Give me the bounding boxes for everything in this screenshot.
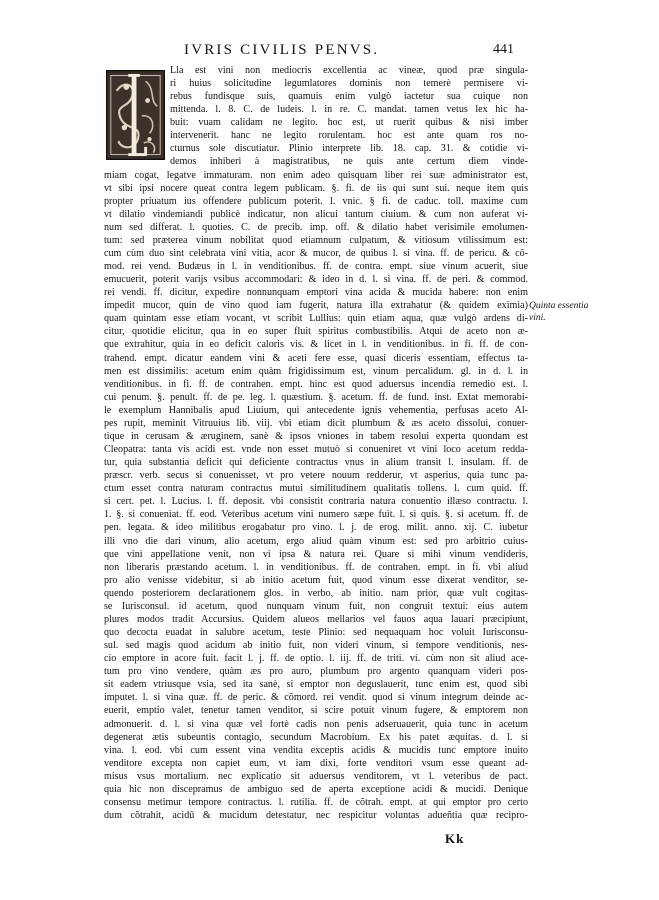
- page-number: 441: [493, 42, 514, 57]
- text-line: vt dilatio vindemiandi publicè indicatur, non alicui tantum ciuium. & cum non auferat vi-: [104, 208, 528, 220]
- text-line: tum pro vino vendere, quàm æs pro auro, plumbum pro argento quanquam videri pos-: [104, 666, 528, 678]
- text-line: cio emptore in acore fuit. facit l. j. ff. de optio. l. iij. ff. de triti. vi. cùm non sit aliud ace-: [104, 653, 528, 665]
- text-line: sul. sed magis quod acidum ab initio fuit, non videri vinum, si tempore venditionis, nes-: [104, 640, 528, 652]
- text-line: que vini appellatione venit, non vi ipsa & natura rei. Quare si mihi vinum vendideris,: [104, 548, 528, 560]
- text-line: miam cogat, legatve immaturam. non enim adeo quisquam liber rei suæ administrator est,: [104, 169, 528, 181]
- running-head: IVRIS CIVILIS PENVS.: [184, 42, 380, 58]
- text-line: trahend. empt. dicatur eandem vini & aceti fere esse, quasi diceris essentiam, effectus ta-: [104, 352, 528, 364]
- text-line: cui penum. §. penult. ff. de pe. leg. l. quæstium. §. acetum. ff. de fund. inst. Extat memorabi-: [104, 391, 528, 403]
- text-line: pes rupit, meminit Vitruuius lib. viij. vbi etiam dicit plumbum & æs aceto dissolui, conuer-: [104, 417, 528, 429]
- text-line: pro alio venisse videbitur, si ab initio acetum fuit, quod vinum esse dixerat venditor, se-: [104, 574, 528, 586]
- text-line: plures modos tradit Accursius. Quidem alueos mellarios vel fauos aqua lauari præcipiunt,: [104, 613, 528, 625]
- text-line: quia hic non discepramus de ambiguo sed de aperta exceptione acidi & mucidi. Denique: [104, 783, 528, 795]
- text-line: non liberaris præstando acetum. l. in venditionibus. ff. de contrahen. empt. in fi. vbi aliud: [104, 561, 528, 573]
- text-line: mittenda. l. 8. C. de ludeis. l. in re. C. mandat. tamen vetus lex hic ha-: [170, 104, 528, 116]
- text-line: tum: sed præterea vinum nobilitat quod etiamnum culpatum, & vitiosum vtilissimum est:: [104, 234, 528, 246]
- text-line: rei vendi. ff. dicitur, expedire nonnunquam emptori vina acida & mucida habere: non enim: [104, 287, 528, 299]
- text-line: euerit, emptio valet, tenetur tamen venditor, si scire potuit vinum fugere, & emptorem non: [104, 705, 528, 717]
- text-line: consensu metimur tempore contractus. l. rutilia. ff. de cõtrah. empt. at qui emptor pro certo: [104, 796, 528, 808]
- text-line: cum cùm duo sint celebrata vini vitia, acor & mucor, de quibus l. si vina. ff. de pericu. & cõ-: [104, 247, 528, 259]
- text-line: ctum esset contra naturam contractus mutui similitudinem qualitatis tollens. l. cum quid. ff.: [104, 483, 528, 495]
- text-line: tique in cerusam & æruginem, sanè & ipsos vniones in tabem resolui experta quondam est: [104, 430, 528, 442]
- text-line: intervenerit. hanc ne legito rorulentam. hoc est ante quam ros no-: [170, 130, 528, 142]
- text-line: venditionibus. in fi. ff. de contrahen. empt. hinc est quod aduersus incendia remedio est. l.: [104, 378, 528, 390]
- text-line: quendo posteriorem declarationem glos. in verbo, ab initio. nam prior, quæ vult cogitas-: [104, 587, 528, 599]
- text-line: se Iurisconsul. id acetum, quod nunquam vinum fuit, non congruit textui: eius autem: [104, 600, 528, 612]
- text-line: dum cõtrahit, acidū & mucidum detestatur, nec respicitur voluntas adueñtia quæ recipro-: [104, 809, 528, 821]
- text-line: Lla est vini non mediocris excellentia ac vineæ, quod præ singula-: [170, 65, 528, 76]
- text-line: admonuerit. d. l. si vina quæ vel fortè cadis non penis adseruauerit, quia tunc in acetum: [104, 718, 528, 730]
- page-header: [84, 42, 514, 64]
- text-line: misus vsus mortalium. nec explicatio sit aduersus venditorem, vt l. veteribus de pact.: [104, 770, 528, 782]
- text-line: 1. §. si conueniat. ff. eod. Veteribus acetum vini numero sæpe fuit. l. si quis. §. si acetum. ff. de: [104, 509, 528, 521]
- text-line: degenerat ætis subeuntis contagio, secundum Macrobium. Ex his patet æquitas. d. l. si: [104, 731, 528, 743]
- text-line: pen. legata. & ideo militibus erogabatur pro vino. l. j. de erog. milit. anno. xij. C. iubetur: [104, 522, 528, 534]
- text-line: men est dissimilis: acetum enim quàm frigidissimum est, vinum percalidum. gl. in d. l. in: [104, 365, 528, 377]
- text-line: citur, quotidie elicitur, qua in eo super fluit spiritus combustibilis. Atqui de aceto non æ-: [104, 326, 528, 338]
- text-line: venditore excepta non capiet eum, vt iam dixi, forte venditori vsum esse queant ad-: [104, 757, 528, 769]
- text-line: vina. l. eod. vbi cum essent vina vendita exceptis acidis & mucidis tunc emptore inuito: [104, 744, 528, 756]
- text-line: demos inhiberi à magistratibus, ne quis ante certum diem vinde-: [170, 156, 528, 168]
- text-line: num sed differat. l. quoties. C. de precib. imp. off. & dilatio habet verisimile emolumen-: [104, 221, 528, 233]
- text-line: illi vno die dari vinum, alio acetum, ergo aliud quàm vinum est: sed pro arbitrio cuius-: [104, 535, 528, 547]
- text-line: ri huius solicitudine legumlatores dominis non temerè permisere vi-: [170, 78, 528, 90]
- text-line: rebus fundisque suis, quamuis enim vulgò iactetur sua cuique non: [170, 91, 528, 103]
- text-line: Cleopatra: tanta vis acidi est. vnde non esset mutuò si conueniret vt vini loco acetum redda-: [104, 444, 528, 456]
- text-line: emucuerit, poterit varijs vsibus accommodari: & ideo in d. l. si vina. ff. de peri. & commod.: [104, 274, 528, 286]
- text-line: le exemplum Hannibalis apud Liuium, qui antecedente ignis vehementia, perfusas aceto Al-: [104, 404, 528, 416]
- text-line: tur, quia substantia deficit qui deficiente contractus vnus in alium transit l. insulam. ff. de: [104, 457, 528, 469]
- text-line: vt sibi ipsi nocere queat contra legem publicam. §. fi. de iis qui sunt sui. neque item quis: [104, 182, 528, 194]
- text-line: si cert. pet. l. Lucius. l. ff. deposit. vbi consistit contraria natura conuentio illæso contractu. l.: [104, 496, 528, 508]
- text-line: que extrahitur, quia in eo deficit caloris vis. & licet in l. in venditionibus. in fi. ff. de con-: [104, 339, 528, 351]
- text-line: quo decocta euadat in salubre acetum, teste Plinio: sed nequaquam hoc voluit Iurisconsu-: [104, 627, 528, 638]
- body-text: [104, 64, 528, 854]
- text-line: præscr. verb. secus si conuenisset, vt pro vetere nouum redderur, vt asperius, quia tunc pa-: [104, 470, 528, 482]
- text-line: sit eadem vtriusque vsia, sed ita sanè, si emptor non deguslauerit, tunc enim est, quod sibi: [104, 679, 528, 691]
- text-line: imputet. l. si vina quæ. ff. de peric. & cõmord. rei vendit. quod si vinum integrum deinde ac-: [104, 692, 528, 704]
- text-line: impedit mucor, quin de vino quod iam fugerit, natura illa extrahatur (& quidem eximia): [104, 300, 528, 312]
- text-line: quam quintam esse etiam vocant, vt scribit Lullius: quin etiam aqua, quæ vulgò ardens di-: [104, 313, 528, 325]
- margin-note: Quinta essentia vini.: [529, 301, 589, 323]
- signature-mark: Kk: [445, 831, 465, 846]
- text-line: cturnus sole discutiatur. Plinio interprete lib. 18. cap. 31. & cotidie vi-: [170, 143, 528, 155]
- text-line: buit: vuam calidam ne legito. hoc est, ut ruerit quibus & nisi imber: [170, 117, 528, 129]
- text-line: propter priuatum ius offendere publicum poterit. l. vnic. § fi. de caduc. toll. maxime cum: [104, 195, 528, 207]
- text-line: mod. rei vend. Budæus in l. in venditionibus. ff. de contra. empt. siue vinum acuerit, siue: [104, 261, 528, 273]
